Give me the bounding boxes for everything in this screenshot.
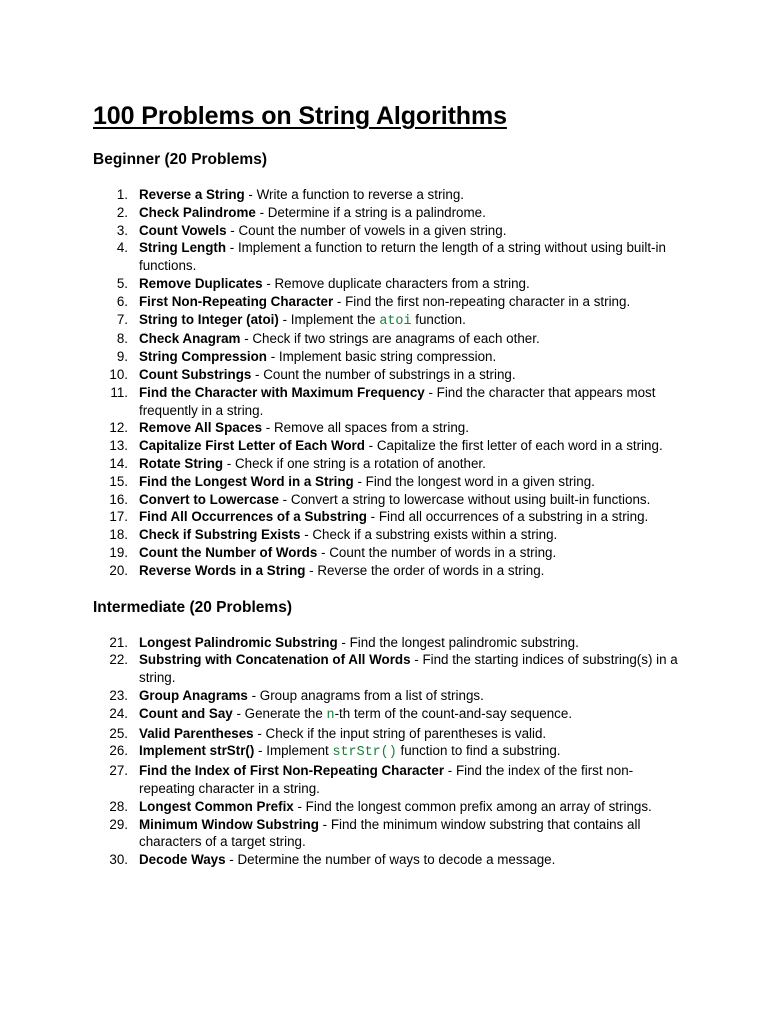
list-item <box>93 562 688 580</box>
item-number: 15. <box>109 473 128 489</box>
problem-description: Implement <box>266 743 333 759</box>
list-item <box>93 687 688 705</box>
list-item <box>93 798 688 816</box>
problem-description: Implement a function to return the length of a string without using built-in functions. <box>139 240 666 274</box>
item-number: 24. <box>109 705 128 721</box>
problem-description: Implement the <box>290 311 380 327</box>
separator: - <box>253 725 266 741</box>
separator: - <box>278 311 291 327</box>
problem-description: Find the minimum window substring that contains all characters of a target string. <box>139 816 641 850</box>
problem-title: Longest Palindromic Substring <box>139 634 338 650</box>
problem-title: Find the Longest Word in a String <box>139 473 354 489</box>
separator: - <box>317 544 330 560</box>
item-number: 3. <box>116 222 128 238</box>
problem-title: Check if Substring Exists <box>139 527 301 543</box>
list-item <box>93 384 688 420</box>
problem-description: Remove duplicate characters from a string. <box>274 275 530 291</box>
list-item <box>93 762 688 798</box>
problem-title: Decode Ways <box>139 852 226 868</box>
item-number: 18. <box>109 527 128 543</box>
item-number: 17. <box>109 509 128 525</box>
problem-description: Convert a string to lowercase without using built-in functions. <box>290 491 651 507</box>
problem-title: Longest Common Prefix <box>139 798 294 814</box>
problem-description: Find the longest common prefix among an array of strings. <box>305 798 652 814</box>
item-number: 5. <box>116 275 128 291</box>
item-number: 23. <box>109 687 128 703</box>
separator: - <box>254 743 267 759</box>
separator: - <box>337 634 350 650</box>
problem-description: Determine the number of ways to decode a message. <box>237 852 556 868</box>
separator: - <box>255 204 268 220</box>
list-item <box>93 705 688 725</box>
separator: - <box>353 473 366 489</box>
item-number: 11. <box>110 384 128 400</box>
problem-description: Remove all spaces from a string. <box>273 420 469 436</box>
item-number: 16. <box>109 491 128 507</box>
problem-title: Remove All Spaces <box>139 420 263 436</box>
problem-description: Find the longest word in a given string. <box>365 473 595 489</box>
list-item <box>93 222 688 240</box>
problem-title: Substring with Concatenation of All Words <box>139 652 411 668</box>
item-number: 27. <box>109 763 128 779</box>
list-item <box>93 330 688 348</box>
list-item <box>93 311 688 331</box>
item-number: 25. <box>109 725 128 741</box>
problem-title: Check Anagram <box>139 331 241 347</box>
list-item <box>93 851 688 869</box>
item-number: 19. <box>109 544 128 560</box>
list-item <box>93 437 688 455</box>
problem-description: Group anagrams from a list of strings. <box>259 687 484 703</box>
list-item <box>93 526 688 544</box>
list-item <box>93 508 688 526</box>
item-number: 6. <box>116 293 128 309</box>
separator: - <box>424 384 437 400</box>
problem-description: Find the index of the first non-repeating character in a string. <box>139 763 634 796</box>
list-item <box>93 366 688 384</box>
list-item <box>93 491 688 509</box>
item-number: 21. <box>109 634 128 650</box>
problem-title: Reverse Words in a String <box>139 562 306 578</box>
separator: - <box>293 798 306 814</box>
separator: - <box>232 705 245 721</box>
inline-code: atoi <box>379 313 412 329</box>
item-number: 8. <box>116 331 128 347</box>
separator: - <box>251 366 264 382</box>
problem-description: Find the longest palindromic substring. <box>349 634 579 650</box>
problem-title: String to Integer (atoi) <box>139 311 279 327</box>
problem-title: Reverse a String <box>139 187 245 202</box>
problem-list-intermediate <box>93 634 688 869</box>
problem-description: Generate the <box>244 705 327 721</box>
problem-title: Find All Occurrences of a Substring <box>139 509 367 525</box>
separator: - <box>262 420 274 436</box>
item-number: 28. <box>109 798 128 814</box>
list-item <box>93 544 688 562</box>
item-number: 12. <box>109 420 128 436</box>
problem-description: Check if the input string of parentheses is valid. <box>265 725 547 741</box>
problem-description: Write a function to reverse a string. <box>256 187 464 202</box>
problem-description: Count the number of substrings in a string. <box>263 366 516 382</box>
item-number: 30. <box>109 852 128 868</box>
item-number: 9. <box>116 349 128 365</box>
problem-description: Determine if a string is a palindrome. <box>267 204 486 220</box>
separator: - <box>278 491 291 507</box>
list-item <box>93 186 688 204</box>
separator: - <box>247 687 260 703</box>
inline-code: n <box>326 707 335 723</box>
list-item <box>93 275 688 293</box>
item-number: 22. <box>109 652 128 668</box>
list-item <box>93 204 688 222</box>
item-number: 14. <box>109 455 128 471</box>
problem-description: Find the character that appears most frequently in a string. <box>139 384 656 418</box>
problem-title: Implement strStr() <box>139 743 255 759</box>
list-item <box>93 348 688 366</box>
problem-title: Count the Number of Words <box>139 544 318 560</box>
problem-title: Find the Character with Maximum Frequency <box>139 384 425 400</box>
list-item <box>93 455 688 473</box>
separator: - <box>305 562 318 578</box>
item-number: 26. <box>109 743 128 759</box>
problem-description: Find the starting indices of substring(s) in a string. <box>139 652 678 686</box>
list-item <box>93 725 688 743</box>
section-heading-beginner: Beginner (20 Problems) <box>93 151 267 168</box>
problem-title: Group Anagrams <box>139 687 248 703</box>
list-item <box>93 473 688 491</box>
problem-description: Check if one string is a rotation of another. <box>234 455 486 471</box>
separator: - <box>262 275 275 291</box>
problem-title: Check Palindrome <box>139 204 256 220</box>
problem-description: Find the first non-repeating character in a string. <box>345 293 631 309</box>
item-number: 10. <box>109 366 128 382</box>
problem-description: Reverse the order of words in a string. <box>317 562 545 578</box>
problem-description: Count the number of words in a string. <box>329 544 557 560</box>
problem-description-cont: -th term of the count-and-say sequence. <box>334 705 573 721</box>
separator: - <box>410 652 423 668</box>
problem-description: Capitalize the first letter of each word in a string. <box>376 438 663 454</box>
problem-title: String Length <box>139 240 227 256</box>
separator: - <box>225 852 238 868</box>
list-item <box>93 419 688 437</box>
separator: - <box>318 816 331 832</box>
problem-title: Convert to Lowercase <box>139 491 279 507</box>
list-item <box>93 293 688 311</box>
item-number: 4. <box>116 240 128 256</box>
problem-title: String Compression <box>139 349 267 365</box>
item-number: 7. <box>116 311 128 327</box>
problem-title: Rotate String <box>139 455 224 471</box>
problem-title: Capitalize First Letter of Each Word <box>139 438 365 454</box>
list-item <box>93 816 688 852</box>
problem-title: Count Vowels <box>139 222 227 238</box>
item-number: 29. <box>109 816 128 832</box>
list-item <box>93 651 688 687</box>
separator: - <box>226 240 238 256</box>
separator: - <box>266 349 279 365</box>
problem-title: Valid Parentheses <box>139 725 254 741</box>
problem-title: Count Substrings <box>139 366 252 382</box>
separator: - <box>226 222 239 238</box>
separator: - <box>444 763 456 779</box>
problem-list-beginner <box>93 186 688 580</box>
section-heading-intermediate: Intermediate (20 Problems) <box>93 598 292 616</box>
problem-description: Implement basic string compression. <box>278 349 497 365</box>
problem-description-cont: function to find a substring. <box>396 743 561 759</box>
separator: - <box>366 509 379 525</box>
item-number: 2. <box>116 204 128 220</box>
problem-description: Check if a substring exists within a string. <box>312 527 558 543</box>
page-title: 100 Problems on String Algorithms <box>93 102 507 130</box>
problem-title: Find the Index of First Non-Repeating Character <box>139 763 445 779</box>
separator: - <box>240 331 253 347</box>
separator: - <box>300 527 313 543</box>
item-number: 13. <box>109 438 128 454</box>
separator: - <box>364 438 377 454</box>
separator: - <box>223 455 235 471</box>
list-item <box>93 634 688 652</box>
problem-description: Check if two strings are anagrams of each other. <box>252 331 540 347</box>
problem-description-cont: function. <box>411 311 466 327</box>
problem-title: Count and Say <box>139 705 233 721</box>
problem-title: Minimum Window Substring <box>139 816 319 832</box>
separator: - <box>244 187 257 202</box>
list-item <box>93 742 688 762</box>
item-number: 20. <box>109 562 128 578</box>
inline-code: strStr() <box>332 745 397 761</box>
problem-description: Count the number of vowels in a given string. <box>238 222 507 238</box>
separator: - <box>333 293 346 309</box>
problem-description: Find all occurrences of a substring in a string. <box>378 509 649 525</box>
problem-title: First Non-Repeating Character <box>139 293 334 309</box>
list-item <box>93 239 688 275</box>
problem-title: Remove Duplicates <box>139 275 263 291</box>
item-number: 1. <box>116 187 128 202</box>
